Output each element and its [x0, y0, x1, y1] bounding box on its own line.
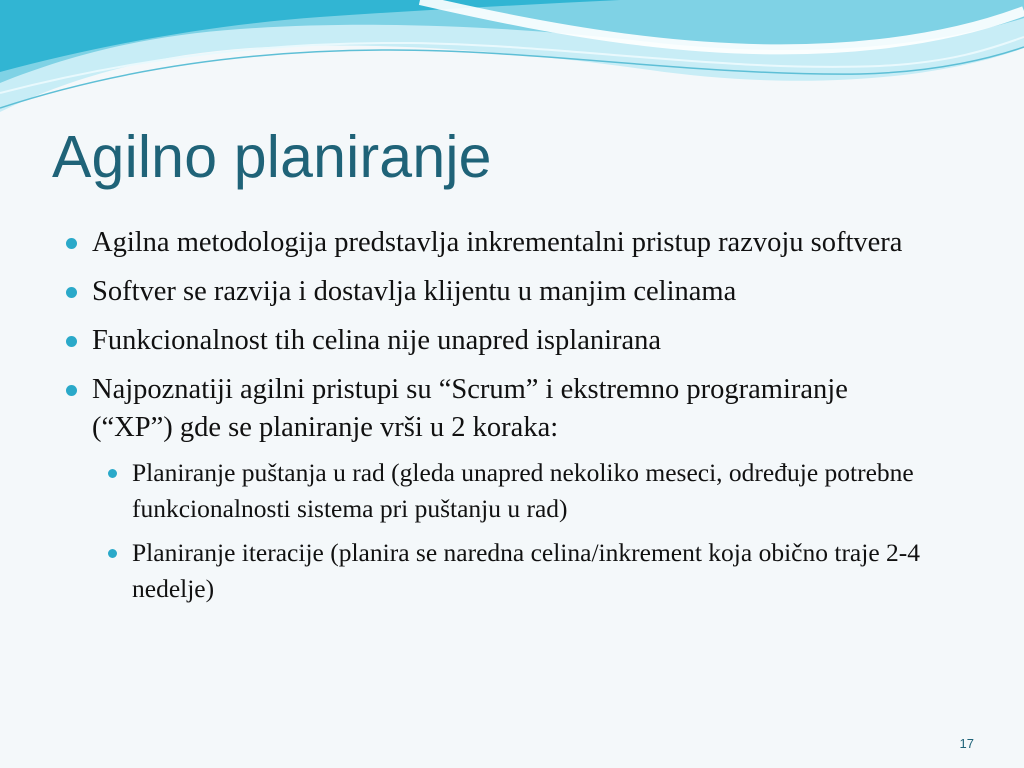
bullet-dot-icon	[66, 238, 77, 249]
bullet-text: Agilna metodologija predstavlja inkrementalni pristup razvoju softvera	[92, 227, 903, 258]
bullet-list	[0, 224, 1000, 618]
sub-bullet-text: Planiranje iteracije (planira se naredna celina/inkrement koja obično traje 2-4 nedelje)	[132, 538, 921, 603]
bullet-item-functionality	[92, 322, 922, 360]
bullet-text: Funkcionalnost tih celina nije unapred isplanirana	[92, 325, 662, 356]
bullet-item-agile-methodology	[92, 224, 922, 262]
sub-bullet-list	[132, 455, 922, 607]
sub-bullet-release-planning	[132, 455, 952, 527]
sub-bullet-dot-icon	[108, 469, 117, 478]
bullet-item-software-delivery	[92, 273, 922, 311]
bullet-dot-icon	[66, 336, 77, 347]
decorative-wave-header	[0, 0, 1024, 130]
bullet-text: Najpoznatiji agilni pristupi su “Scrum” i ekstremno programiranje (“XP”) gde se planiranje vrši u 2 koraka:	[92, 374, 848, 443]
slide-title: Agilno planiranje	[52, 124, 492, 190]
slide-number: 17	[959, 736, 974, 751]
bullet-dot-icon	[66, 287, 77, 298]
bullet-item-agile-approaches	[92, 371, 922, 607]
sub-bullet-dot-icon	[108, 549, 117, 558]
sub-bullet-iteration-planning	[132, 535, 952, 607]
bullet-text: Softver se razvija i dostavlja klijentu u manjim celinama	[92, 276, 737, 307]
sub-bullet-text: Planiranje puštanja u rad (gleda unapred nekoliko meseci, određuje potrebne funkcionalnosti sistema pri puštanju u rad)	[132, 458, 914, 523]
bullet-dot-icon	[66, 385, 77, 396]
